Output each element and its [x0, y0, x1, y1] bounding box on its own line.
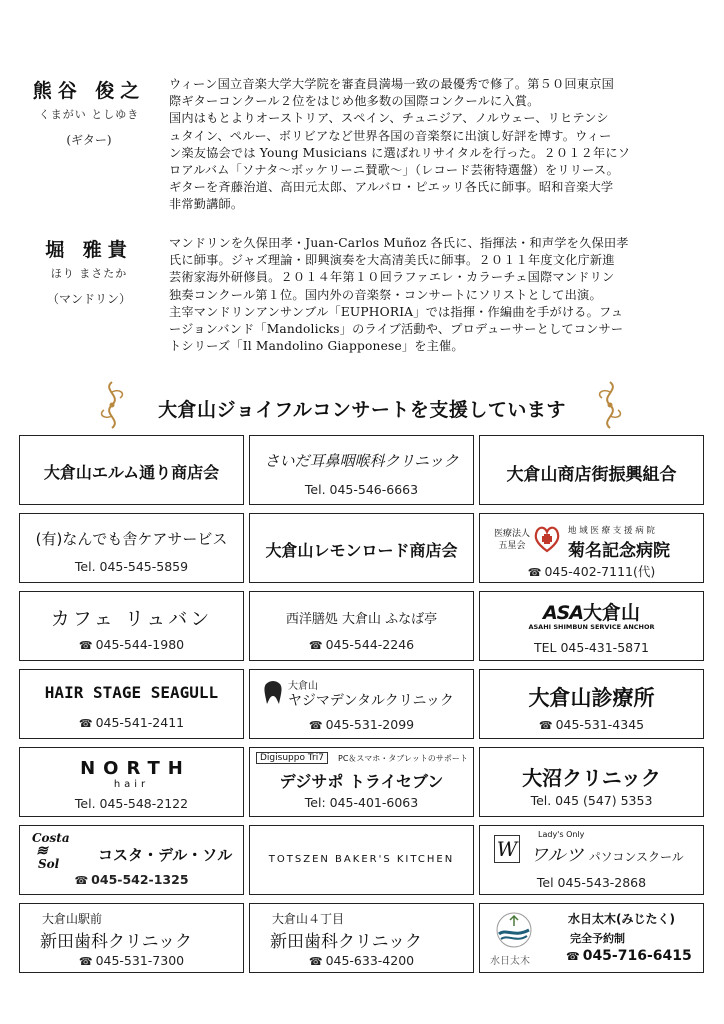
- asa-subtitle: ASAHI SHIMBUN SERVICE ANCHOR: [528, 623, 655, 631]
- sponsor-name: コスタ・デル・ソル: [98, 846, 233, 864]
- sponsor-card: [249, 669, 474, 739]
- sponsor-card: [249, 513, 474, 583]
- bio-line: ロアルバム「ソナタ～ボッケリーニ賛歌～」（レコード芸術特選盤）をリリース。: [169, 163, 620, 178]
- sponsor-card: [19, 435, 244, 505]
- hospital-logo-icon: [534, 525, 560, 553]
- sponsor-card: [479, 825, 704, 895]
- sponsor-phone: ☎ 045-542-1325: [74, 872, 189, 887]
- sponsor-card: [479, 435, 704, 505]
- hospital-top-label: 地 域 医 療 支 援 病 院: [568, 526, 655, 536]
- hospital-corp-label: 医療法人 五星会: [494, 529, 531, 551]
- sponsor-card: [479, 513, 704, 583]
- sponsor-name: NORTH: [80, 758, 191, 779]
- phone-icon: ☎: [308, 639, 323, 652]
- bio-line: 主宰マンドリンアンサンブル「EUPHORIA」では指揮・作編曲を手がける。フュ: [169, 304, 624, 319]
- sponsor-area-label: 大倉山: [288, 681, 318, 692]
- sponsor-phone: ☎ 045-544-2246: [308, 637, 415, 652]
- sponsor-name: 菊名記念病院: [568, 541, 670, 561]
- mijitaku-logo-text: 水日太木: [490, 956, 530, 967]
- bio-line: ージョンバンド「Mandolicks」のライブ活動や、プロデューサーとしてコンサー: [169, 322, 624, 337]
- fish-icon: ≋: [36, 843, 48, 859]
- sponsor-name: 大倉山: [583, 602, 641, 624]
- sponsor-name: 大沼クリニック: [522, 766, 661, 790]
- sponsor-name: 新田歯科クリニック: [40, 932, 192, 952]
- sponsor-name: 大倉山商店街振興組合: [506, 465, 677, 485]
- bio-name: 堀 雅貴: [45, 239, 133, 261]
- bio-line: ウィーン国立音楽大学大学院を審査員満場一致の最優秀で修了。第５０回東京国: [169, 77, 614, 91]
- sponsor-phone: ☎ 045-531-2099: [308, 717, 415, 732]
- sponsor-banner: [0, 378, 724, 432]
- phone-icon: ☎: [566, 950, 580, 963]
- sponsor-card: [479, 903, 704, 973]
- sponsor-name: さいだ耳鼻咽喉科クリニック: [264, 452, 459, 470]
- sponsor-card: [249, 825, 474, 895]
- sponsor-area-label: 大倉山駅前: [42, 912, 103, 926]
- sponsor-name: ワルツ: [530, 845, 584, 866]
- sponsor-card: [479, 591, 704, 661]
- bio-kana: ほり まさたか: [50, 267, 128, 280]
- bio-line: マンドリンを久保田孝・Juan-Carlos Muñoz 各氏に、指揮法・和声学を久保田孝: [169, 236, 629, 250]
- digisuppo-tagline: PC＆スマホ・タブレットのサポート: [338, 754, 468, 763]
- bio-kana: くまがい としゆき: [38, 108, 140, 121]
- sponsor-card: [479, 669, 704, 739]
- sponsor-phone: ☎ 045-544-1980: [78, 637, 185, 652]
- sponsor-name: ヤジマデンタルクリニック: [288, 693, 454, 709]
- sponsor-card: [479, 747, 704, 817]
- phone-icon: ☎: [78, 955, 93, 968]
- sponsor-name: カフェ リュバン: [50, 608, 213, 630]
- phone-icon: ☎: [78, 639, 93, 652]
- sponsor-card: [249, 903, 474, 973]
- phone-icon: ☎: [527, 566, 542, 579]
- sponsor-card: [19, 747, 244, 817]
- bio-line: 国内はもとよりオーストリア、スペイン、チュニジア、ノルウェー、リヒテンシ: [169, 111, 609, 126]
- sponsor-phone: Tel 045-543-2868: [536, 875, 647, 890]
- phone-icon: ☎: [538, 719, 553, 732]
- sponsor-phone: ☎ 045-633-4200: [308, 953, 415, 968]
- sponsor-phone: ☎ 045-402-7111(代): [527, 564, 656, 579]
- sponsor-card: [249, 591, 474, 661]
- bio-line: ン楽友協会では Young Musicians に選ばれリサイタルを行った。２０１２年にソ: [169, 145, 631, 160]
- sponsor-card: [19, 825, 244, 895]
- bio-line: 芸術家海外研修員。２０１４年第１０回ラファエレ・カラーチェ国際マンドリン: [169, 270, 615, 285]
- bio-instrument: （マンドリン）: [46, 292, 131, 306]
- sponsor-phone: ☎ 045-531-7300: [78, 953, 185, 968]
- sponsor-name: 大倉山エルム通り商店会: [43, 463, 220, 482]
- sponsor-phone: Tel. 045 (547) 5353: [530, 793, 653, 808]
- bio-line: ギターを斉藤治道、高田元太郎、アルバロ・ピエッリ各氏に師事。昭和音楽大学: [169, 180, 614, 195]
- bio-line: トシリーズ「Il Mandolino Giapponese」を主催。: [169, 339, 464, 354]
- phone-icon: ☎: [308, 955, 323, 968]
- tooth-logo-icon: [262, 680, 284, 706]
- bio-text: [169, 76, 709, 214]
- right-ornament-icon: [590, 378, 630, 432]
- phone-icon: ☎: [308, 719, 323, 732]
- sponsor-name: TOTSZEN BAKER'S KITCHEN: [268, 854, 455, 865]
- sponsor-phone: ☎ 045-531-4345: [538, 717, 645, 732]
- sponsor-card: [249, 435, 474, 505]
- sponsor-card: [19, 669, 244, 739]
- mijitaku-logo-icon: [488, 910, 540, 950]
- sponsor-name: 西洋膳処 大倉山 ふなば亭: [285, 612, 438, 627]
- sponsor-phone: Tel: 045-401-6063: [304, 795, 419, 810]
- waltz-tagline: Lady's Only: [538, 830, 585, 839]
- sponsor-area-label: 大倉山４丁目: [272, 912, 345, 926]
- bio-line: 非常勤講師。: [169, 197, 244, 212]
- sponsor-name: 大倉山レモンロード商店会: [265, 541, 458, 560]
- sponsor-phone: ☎ 045-541-2411: [78, 715, 185, 730]
- sponsor-subname: 完全予約制: [570, 932, 625, 945]
- sponsor-phone: Tel. 045-548-2122: [74, 796, 189, 811]
- sponsor-subname: パソコンスクール: [588, 850, 684, 864]
- sponsor-subname: hair: [113, 779, 150, 790]
- sponsor-name: デジサポ トライセブン: [279, 772, 444, 791]
- digisuppo-tag: Digisuppo Tri7: [256, 752, 328, 764]
- bio-line: 独奏コンクール第１位。国内外の音楽祭・コンサートにソリストとして出演。: [169, 287, 602, 302]
- sponsor-name: (有)なんでも舎ケアサービス: [35, 530, 228, 548]
- costa-logo: Costa ≋ Sol: [32, 831, 70, 871]
- waltz-logo-icon: W: [494, 835, 520, 863]
- sponsor-name: HAIR STAGE SEAGULL: [44, 683, 219, 702]
- sponsor-card: [19, 513, 244, 583]
- sponsor-name: 水日太木(みじたく): [568, 912, 675, 926]
- bio-line: ュタイン、ペルー、ボリビアなど世界各国の音楽祭に出演し好評を博す。ウィー: [169, 128, 612, 143]
- sponsor-card: [19, 591, 244, 661]
- left-ornament-icon: [92, 378, 132, 432]
- sponsor-phone: Tel. 045-546-6663: [304, 482, 419, 497]
- bio-line: 際ギターコンクール２位をはじめ他多数の国際コンクールに入賞。: [169, 94, 540, 109]
- bio-text: [169, 235, 709, 355]
- sponsor-phone: ☎ 045-716-6415: [566, 948, 692, 964]
- banner-title: 大倉山ジョイフルコンサートを支援しています: [158, 399, 566, 421]
- bio-line: 氏に師事。ジャズ理論・即興演奏を大高清美氏に師事。２０１１年度文化庁新進: [169, 253, 615, 268]
- asa-logo: ASA: [542, 602, 584, 624]
- phone-icon: ☎: [78, 717, 93, 730]
- bio-name: 熊谷 俊之: [32, 80, 146, 102]
- sponsor-phone: Tel. 045-545-5859: [74, 559, 189, 574]
- sponsor-card: [249, 747, 474, 817]
- bio-instrument: (ギター): [66, 133, 112, 147]
- sponsor-name: 大倉山診療所: [528, 686, 655, 710]
- sponsor-phone: TEL 045-431-5871: [533, 640, 650, 655]
- sponsor-name: 新田歯科クリニック: [270, 932, 422, 952]
- sponsor-card: [19, 903, 244, 973]
- phone-icon: ☎: [74, 874, 89, 887]
